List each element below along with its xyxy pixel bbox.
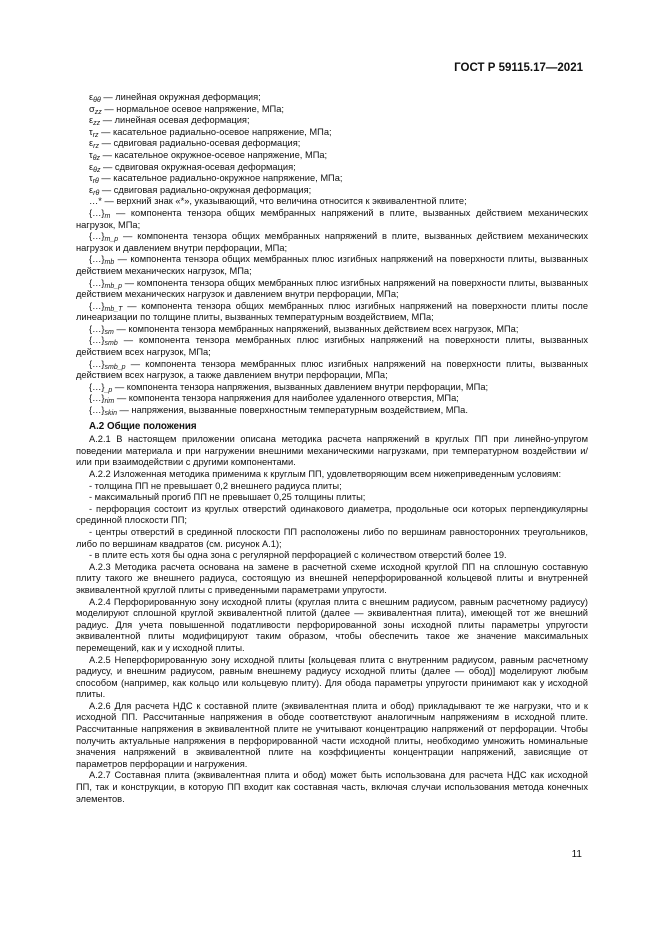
definition-item (76, 382, 588, 394)
definition-text: — компонента тензора мембранных напряжений, вызванных действием всех нагрузок, МПа; (113, 323, 519, 334)
definition-subscript: zz (94, 108, 102, 116)
definition-subscript: θθ (93, 97, 101, 104)
definition-item (76, 208, 588, 231)
definition-symbol: {…} (89, 358, 105, 369)
definition-subscript: zz (93, 120, 101, 128)
definition-symbol: ε (89, 92, 94, 102)
definition-subscript: rθ (93, 189, 100, 197)
definition-item (76, 127, 588, 139)
definition-item (76, 405, 588, 417)
section-title: А.2 Общие положения (89, 420, 197, 432)
paragraph: А.2.5 Неперфорированную зону исходной плиты [кольцевая плита с внутренним радиусом, равным расчетному радиусу, и внешним радиусом, равным внешнему радиусу исходной плиты (далее — обод)] моделируют любым способом (например, как кольцо или кольцевую плиту). Для обода параметры упругости принимают как у исходной плиты. (76, 654, 588, 700)
definition-symbol: {…} (89, 381, 105, 392)
paragraphs (76, 434, 588, 805)
definition-symbol: τ (89, 173, 93, 184)
definition-item (76, 162, 588, 174)
definition-item (76, 196, 588, 208)
definition-subscript: m_p (104, 236, 119, 244)
definition-symbol: τ (89, 149, 93, 160)
definition-subscript: mb (104, 259, 115, 267)
definition-text: — сдвиговая радиально-окружная деформация; (99, 184, 312, 195)
definition-subscript: smb (104, 340, 118, 348)
definition-text: — компонента тензора общих мембранных напряжений в плите, вызванных действием механических нагрузок, МПа; (76, 207, 588, 230)
definition-symbol: ε (89, 115, 94, 126)
definition-subscript: rim (104, 398, 115, 406)
paragraph: А.2.2 Изложенная методика применима к круглым ПП, удовлетворяющим всем нижеприведенным условиям: (89, 469, 562, 479)
definition-symbol: {…} (89, 405, 105, 416)
standard-header: ГОСТ Р 59115.17—2021 (454, 62, 583, 74)
definitions-list (76, 92, 588, 417)
paragraph: - перфорация состоит из круглых отверстий одинакового диаметра, продольные оси которых перпендикулярны срединной плоскости ПП; (76, 503, 588, 526)
paragraph: - толщина ПП не превышает 0,2 внешнего радиуса плиты; (89, 480, 342, 491)
definition-item (76, 104, 588, 116)
definition-item (76, 92, 588, 104)
definition-subscript: rz (93, 143, 99, 151)
definition-text: — компонента тензора общих мембранных плюс изгибных напряжений на поверхности плиты, вызванных действием механических нагрузок, МПа; (76, 254, 588, 276)
definition-subscript: m (104, 212, 111, 220)
definition-text: — компонента тензора мембранных плюс изгибных напряжений на поверхности плиты, вызванных действием всех нагрузок, МПа; (76, 335, 588, 358)
page-content (76, 92, 588, 805)
paragraph: А.2.3 Методика расчета основана на замене в расчетной схеме исходной круглой ПП на сплошную составную плиту такого же внешнего радиуса, состоящую из внешней неперфорированной кольцевой плиты и внутренней эквивалентной круглой плиты с приведенными параметрами упругости. (76, 561, 588, 595)
definition-item (76, 278, 588, 301)
definition-symbol: {…} (89, 323, 105, 334)
definition-item (76, 301, 588, 324)
definition-item (76, 185, 588, 197)
definition-subscript: mb_p (104, 282, 123, 290)
definition-text: — линейная осевая деформация; (100, 115, 250, 126)
definition-item (76, 150, 588, 162)
definition-subscript: θz (93, 166, 101, 174)
definition-subscript: sm (104, 328, 114, 336)
definition-item (76, 335, 588, 358)
paragraph: А.2.6 Для расчета НДС к составной плите (эквивалентная плита и обод) прикладывают те же нагрузки, что и к исходной ПП. Рассчитанные напряжения в ободе соответствуют аналогичным напряжениям в исходной плите. Рассчитанные напряжения в эквивалентной плите не учитывают концентрацию напряжений от перфорации. Чтобы получить актуальные напряжения в перфорированной части исходной плиты, необходимо умножить номинальные значения напряжений в эквивалентной плите на коэффициенты концентрации напряжений, зависящие от параметров перфорации и нагружения. (76, 700, 588, 769)
definition-text: — линейная окружная деформация; (100, 92, 261, 102)
definition-subscript: skin (104, 410, 117, 418)
definition-symbol: {…} (89, 207, 105, 218)
definition-text: — компонента тензора общих мембранных напряжений в плите, вызванных действием механических нагрузок и давлением внутри перфорации, МПа; (76, 231, 588, 253)
definition-subscript: rθ (92, 178, 99, 186)
paragraph: - в плите есть хотя бы одна зона с регулярной перфорацией с количеством отверстий более 19. (89, 550, 507, 561)
definition-text: — касательное окружное-осевое напряжение, МПа; (100, 149, 328, 160)
definition-symbol: {…} (89, 277, 105, 288)
paragraph: А.2.7 Составная плита (эквивалентная плита и обод) может быть использована для расчета НДС как исходной ПП, так и конструкции, в которую ПП входит как составная часть, включая случаи использования метода конечных элементов. (76, 770, 588, 804)
definition-text: — нормальное осевое напряжение, МПа; (101, 103, 284, 114)
paragraph: А.2.1 В настоящем приложении описана методика расчета напряжений в круглых ПП при линейно-упругом поведении материала и при нагружении внешними механическими нагрузками, при температурном воздействии и/или при взаимодействии с другими компонентами. (76, 434, 588, 468)
definition-symbol: ε (89, 161, 94, 172)
definition-subscript: rz (92, 131, 99, 139)
definition-item (76, 393, 588, 405)
definition-subscript: _p (104, 386, 113, 394)
definition-symbol: {…} (89, 335, 105, 346)
definition-item (76, 138, 588, 150)
definition-symbol: τ (89, 126, 93, 137)
definition-text: — верхний знак «*», указывающий, что величина относится к эквивалентной плите; (101, 196, 467, 207)
definition-item (76, 254, 588, 277)
paragraph: - центры отверстий в срединной плоскости ПП расположены либо по вершинам равносторонних треугольников, либо по вершинам квадратов (см. рисунок А.1); (76, 526, 588, 549)
definition-subscript: smb_p (104, 363, 126, 371)
definition-symbol: {…} (89, 393, 105, 404)
definition-subscript: θz (92, 154, 100, 162)
page-number: 11 (571, 849, 582, 860)
definition-subscript: mb_T (104, 305, 123, 313)
definition-text: — касательное радиально-осевое напряжение, МПа; (98, 126, 332, 137)
definition-text: — компонента тензора напряжения, вызванных давлением внутри перфорации, МПа; (112, 381, 489, 392)
definition-text: — сдвиговая радиально-осевая деформация; (99, 138, 301, 149)
paragraph: - максимальный прогиб ПП не превышает 0,25 толщины плиты; (89, 492, 366, 503)
definition-text: — компонента тензора напряжения для наиболее удаленного отверстия, МПа; (114, 393, 459, 404)
definition-item (76, 359, 588, 382)
definition-symbol: …* (89, 196, 102, 207)
definition-symbol: {…} (89, 300, 105, 311)
paragraph: А.2.4 Перфорированную зону исходной плиты (круглая плита с внешним радиусом, равным расчетному радиусу) моделируют сплошной круглой эквивалентной плитой (далее — эквивалентная плита), имеющей тот же внешний радиус. Для учета повышенной податливости перфорированной зоны исходной плиты параметры упругости эквивалентной плиты модифицируют таким образом, чтобы обеспечить такое же значение максимальных перемещений, как и у исходной плиты. (76, 596, 588, 653)
definition-symbol: ε (89, 138, 94, 149)
definition-item (76, 324, 588, 336)
definition-text: — компонента тензора общих мембранных плюс изгибных напряжений на поверхности плиты после линеаризации по толщине плиты, вызванных температурным воздействием, МПа; (76, 300, 588, 323)
definition-symbol: {…} (89, 254, 105, 265)
definition-item (76, 115, 588, 127)
definition-text: — сдвиговая окружная-осевая деформация; (100, 161, 296, 172)
definition-text: — касательное радиально-окружное напряжение, МПа; (98, 173, 343, 184)
definition-symbol: σ (89, 103, 95, 114)
definition-text: — компонента тензора общих мембранных плюс изгибных напряжений на поверхности плиты, вызванных действием механических нагрузок и давлением внутри перфорации, МПа; (76, 277, 588, 300)
definition-text: — компонента тензора мембранных плюс изгибных напряжений на поверхности плиты, вызванных действием всех нагрузок, а также давлением внутри перфорации, МПа; (76, 358, 588, 381)
definition-text: — напряжения, вызванные поверхностным температурным воздействием, МПа. (116, 405, 468, 416)
definition-item (76, 173, 588, 185)
definition-item (76, 231, 588, 254)
definition-symbol: {…} (89, 231, 105, 242)
definition-symbol: ε (89, 184, 94, 195)
